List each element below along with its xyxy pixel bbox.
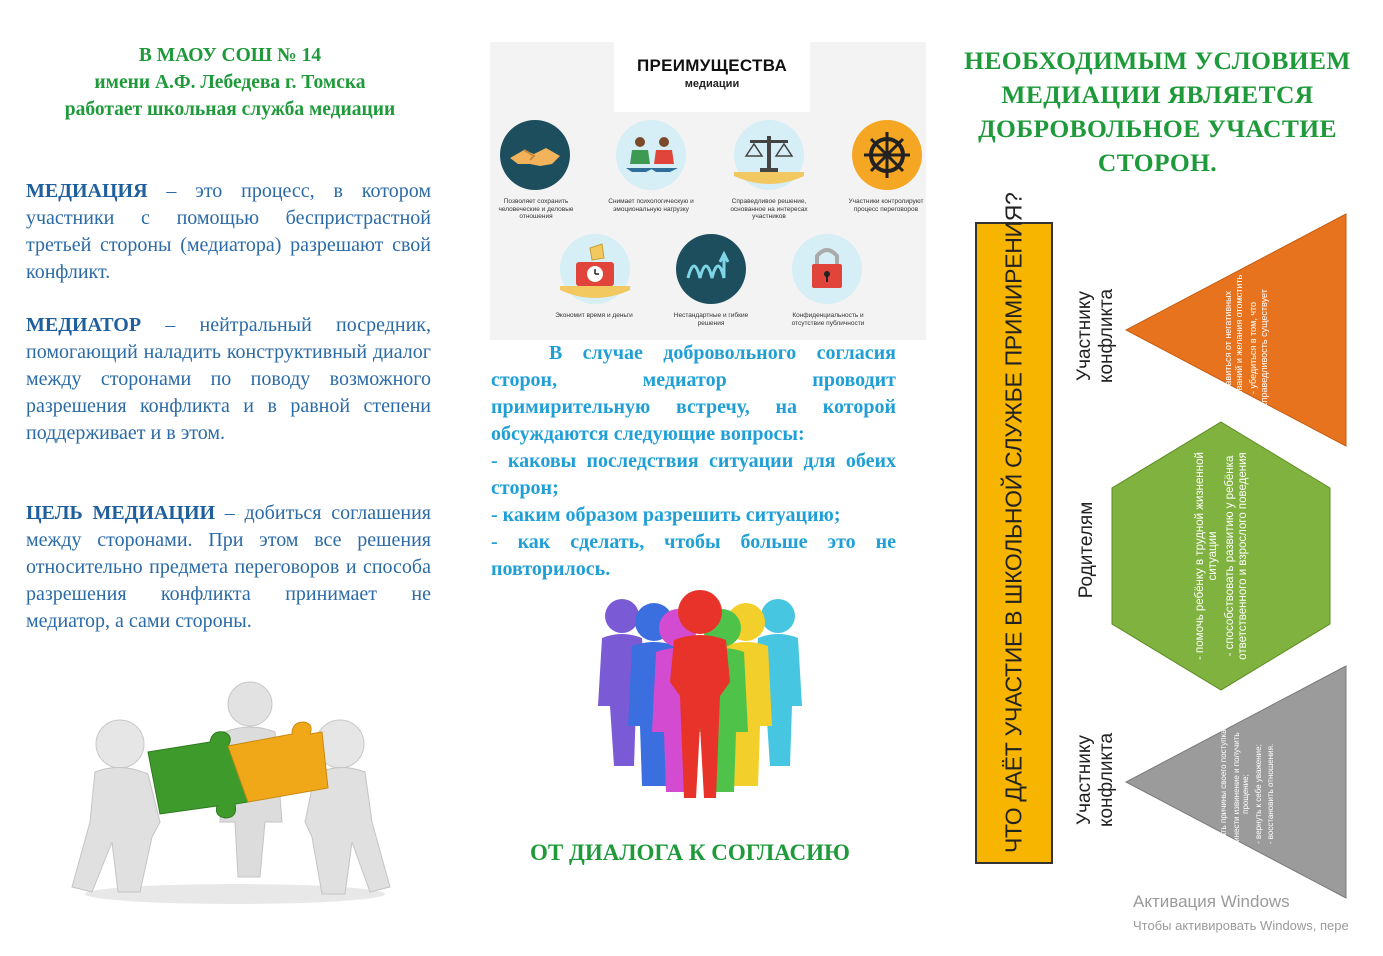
- participant-label: [1074, 710, 1122, 850]
- orange-benefit-points: [1223, 273, 1279, 423]
- benefit-point: - принести извинение и получить прощение;: [1231, 732, 1250, 856]
- puzzle-people-illustration: [60, 672, 400, 910]
- advantages-infographic: [490, 42, 926, 340]
- advantage-caption: Участники контролируют процесс переговоров: [848, 198, 924, 213]
- header-line: МЕДИАЦИИ ЯВЛЯЕТСЯ: [1001, 80, 1314, 109]
- header-line: имени А.Ф. Лебедева г. Томска: [94, 72, 366, 93]
- infographic-title-box: [614, 42, 810, 112]
- header-line: работает школьная служба медиации: [64, 99, 396, 120]
- mediator-text: – нейтральный посредник, помогающий наладить конструктивный диалог между сторонами по поводу возможного разрешения конфликта и в равной степени поддерживает и в этом.: [26, 314, 431, 444]
- meeting-question: - как сделать, чтобы больше это не повторилось.: [491, 531, 896, 580]
- advantage-caption: Нестандартные и гибкие решения: [673, 312, 749, 327]
- mediator-term: МЕДИАТОР: [26, 314, 142, 336]
- meeting-intro: [491, 340, 896, 448]
- mediator-definition: [26, 312, 431, 447]
- benefit-point: - помочь ребёнку в трудной жизненной ситуации: [1194, 452, 1219, 660]
- goal-definition: [26, 500, 431, 635]
- label-line: Участнику: [1074, 291, 1095, 381]
- colorful-people-illustration: [580, 586, 820, 801]
- watermark-title: Активация Windows: [1133, 892, 1290, 911]
- infographic-subtitle: медиации: [684, 78, 740, 90]
- advantage-caption: Справедливое решение, основанное на интересах участников: [730, 198, 808, 220]
- advantage-caption: Конфиденциальность и отсутствие публичности: [791, 312, 865, 327]
- label-line: конфликта: [1096, 732, 1117, 828]
- meeting-description: [491, 340, 896, 583]
- meeting-question: - каким образом разрешить ситуацию;: [491, 504, 841, 526]
- mediation-term: МЕДИАЦИЯ: [26, 180, 148, 202]
- benefit-point: - убедиться в том, что справедливость существует: [1248, 289, 1269, 407]
- header-line: ДОБРОВОЛЬНОЕ УЧАСТИЕ: [978, 114, 1337, 143]
- benefit-point: - вернуть к себе уважение;: [1253, 744, 1263, 844]
- padlock-icon: [792, 234, 862, 304]
- meditating-people-icon: [616, 120, 686, 190]
- header-line: В МАОУ СОШ № 14: [138, 45, 322, 66]
- benefits-title-bar: [975, 192, 1053, 864]
- scales-icon: [734, 120, 804, 190]
- benefit-point: - восстановить отношения.: [1266, 743, 1275, 845]
- alarm-clock-money-icon: [560, 234, 630, 304]
- infographic-title: ПРЕИМУЩЕСТВА: [636, 56, 788, 75]
- wave-arrow-icon: [676, 234, 746, 304]
- benefits-title: ЧТО ДАЁТ УЧАСТИЕ В ШКОЛЬНОЙ СЛУЖБЕ ПРИМИРЕНИЯ?: [1000, 192, 1027, 853]
- school-header: [20, 42, 440, 123]
- voluntary-condition-header: [945, 44, 1370, 180]
- participant-label: [1074, 266, 1122, 406]
- benefit-point: - способствовать развитию у ребёнка ответственного и взрослого поведения: [1224, 452, 1249, 660]
- label-line: конфликта: [1096, 288, 1117, 384]
- grey-benefit-points: [1219, 719, 1291, 869]
- meeting-intro-text: В случае добровольного согласия сторон, медиатор проводит примирительную встречу, на которой обсуждаются следующие вопросы:: [491, 342, 896, 445]
- header-line: СТОРОН.: [1097, 148, 1218, 177]
- windows-activation-watermark: [1133, 892, 1383, 933]
- label-line: Родителям: [1076, 501, 1097, 599]
- meeting-question: - каковы последствия ситуации для обеих сторон;: [491, 450, 896, 499]
- benefit-point: - избавиться от негативных переживаний и желания отомстить: [1223, 274, 1244, 422]
- slogan: ОТ ДИАЛОГА К СОГЛАСИЮ: [530, 840, 850, 865]
- handshake-icon: [500, 120, 570, 190]
- mediation-definition: [26, 178, 431, 286]
- ship-wheel-icon: [852, 120, 922, 190]
- advantage-caption: Снимает психологическую и эмоциональную нагрузку: [608, 198, 694, 213]
- watermark-subtitle: Чтобы активировать Windows, пере: [1133, 918, 1349, 933]
- green-benefit-points: [1194, 436, 1249, 676]
- parents-label: [1076, 490, 1100, 610]
- label-line: Участнику: [1074, 735, 1095, 825]
- header-line: НЕОБХОДИМЫМ УСЛОВИЕМ: [964, 46, 1351, 75]
- mediation-text: – это процесс, в котором участники с помощью беспристрастной третьей стороны (медиатора) разрешают свой конфликт.: [26, 180, 431, 283]
- goal-term: ЦЕЛЬ МЕДИАЦИИ: [26, 502, 216, 524]
- advantage-caption: Позволяет сохранить человеческие и деловые отношения: [498, 198, 574, 220]
- goal-text: – добиться соглашения между сторонами. При этом все решения относительно предмета переговоров и способа разрешения конфликта принимает не медиатор, а сами стороны.: [26, 502, 432, 632]
- advantage-caption: Экономит время и деньги: [555, 312, 633, 319]
- benefit-point: -осознать причины своего поступка;: [1219, 727, 1228, 861]
